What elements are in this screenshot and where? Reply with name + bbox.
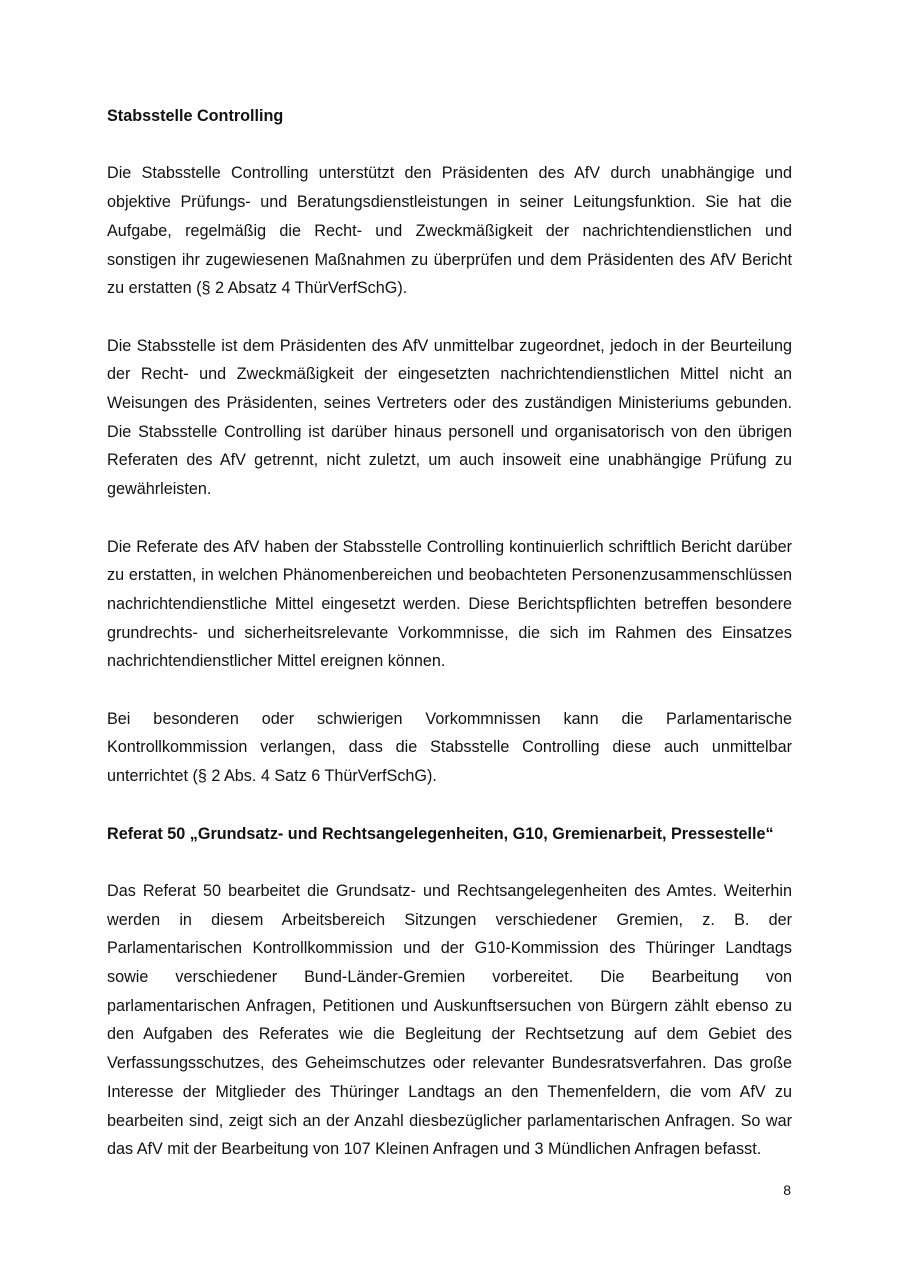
paragraph-controlling-2: Die Stabsstelle ist dem Präsidenten des AfV unmittelbar zugeordnet, jedoch in der Beurteilung der Recht- und Zweckmäßigkeit der eingesetzten nachrichtendienstlichen Mittel nicht an Weisungen des Präsidenten, seines Vertreters oder des zuständigen Ministeriums gebunden. Die Stabsstelle Controlling ist darüber hinaus personell und organisatorisch von den übrigen Referaten des AfV getrennt, nicht zuletzt, um auch insoweit eine unabhängige Prüfung zu gewährleisten.: [107, 336, 792, 499]
paragraph-controlling-1: Die Stabsstelle Controlling unterstützt den Präsidenten des AfV durch unabhängige und objektive Prüfungs- und Beratungsdienstleistungen in seiner Leitungsfunktion. Sie hat die Aufgabe, regelmäßig die Recht- und Zweckmäßigkeit der nachrichtendienstlichen und sonstigen ihr zugewiesenen Maßnahmen zu überprüfen und dem Präsidenten des AfV Bericht zu erstatten (§ 2 Absatz 4 ThürVerfSchG).: [107, 164, 792, 298]
paragraph-referat-50-1: Das Referat 50 bearbeitet die Grundsatz- und Rechtsangelegenheiten des Amtes. Weiterhin werden in diesem Arbeitsbereich Sitzungen verschiedener Gremien, z. B. der Parlamentarischen Kontrollkommission und der G10-Kommission des Thüringer Landtags sowie verschiedener Bund-Länder-Gremien vorbereitet. Die Bearbeitung von parlamentarischen Anfragen, Petitionen und Auskunftsersuchen von Bürgern zählt ebenso zu den Aufgaben des Referates wie die Begleitung der Rechtsetzung auf dem Gebiet des Verfassungsschutzes, des Geheimschutzes oder relevanter Bundesratsverfahren. Das große Interesse der Mitglieder des Thüringer Landtags an den Themenfeldern, die vom AfV zu bearbeiten sind, zeigt sich an der Anzahl diesbezüglicher parlamentarischen Anfragen. So war das AfV mit der Bearbeitung von 107 Kleinen Anfragen und 3 Mündlichen Anfragen befasst.: [107, 881, 792, 1159]
paragraph-controlling-4: Bei besonderen oder schwierigen Vorkommnissen kann die Parlamentarische Kontrollkommission verlangen, dass die Stabsstelle Controlling diese auch unmittelbar unterrichtet (§ 2 Abs. 4 Satz 6 ThürVerfSchG).: [107, 709, 792, 786]
paragraph-controlling-3: Die Referate des AfV haben der Stabsstelle Controlling kontinuierlich schriftlich Bericht darüber zu erstatten, in welchen Phänomenbereichen und beobachteten Personenzusammenschlüssen nachrichtendienstliche Mittel eingesetzt werden. Diese Berichtspflichten betreffen besondere grundrechts- und sicherheitsrelevante Vorkommnisse, die sich im Rahmen des Einsatzes nachrichtendienstlicher Mittel ereignen können.: [107, 537, 792, 671]
page-number: 8: [783, 1182, 791, 1198]
section-heading-controlling: Stabsstelle Controlling: [107, 107, 284, 125]
page-content: [107, 102, 792, 1164]
section-heading-referat-50: Referat 50 „Grundsatz- und Rechtsangelegenheiten, G10, Gremienarbeit, Pressestelle“: [107, 824, 774, 843]
